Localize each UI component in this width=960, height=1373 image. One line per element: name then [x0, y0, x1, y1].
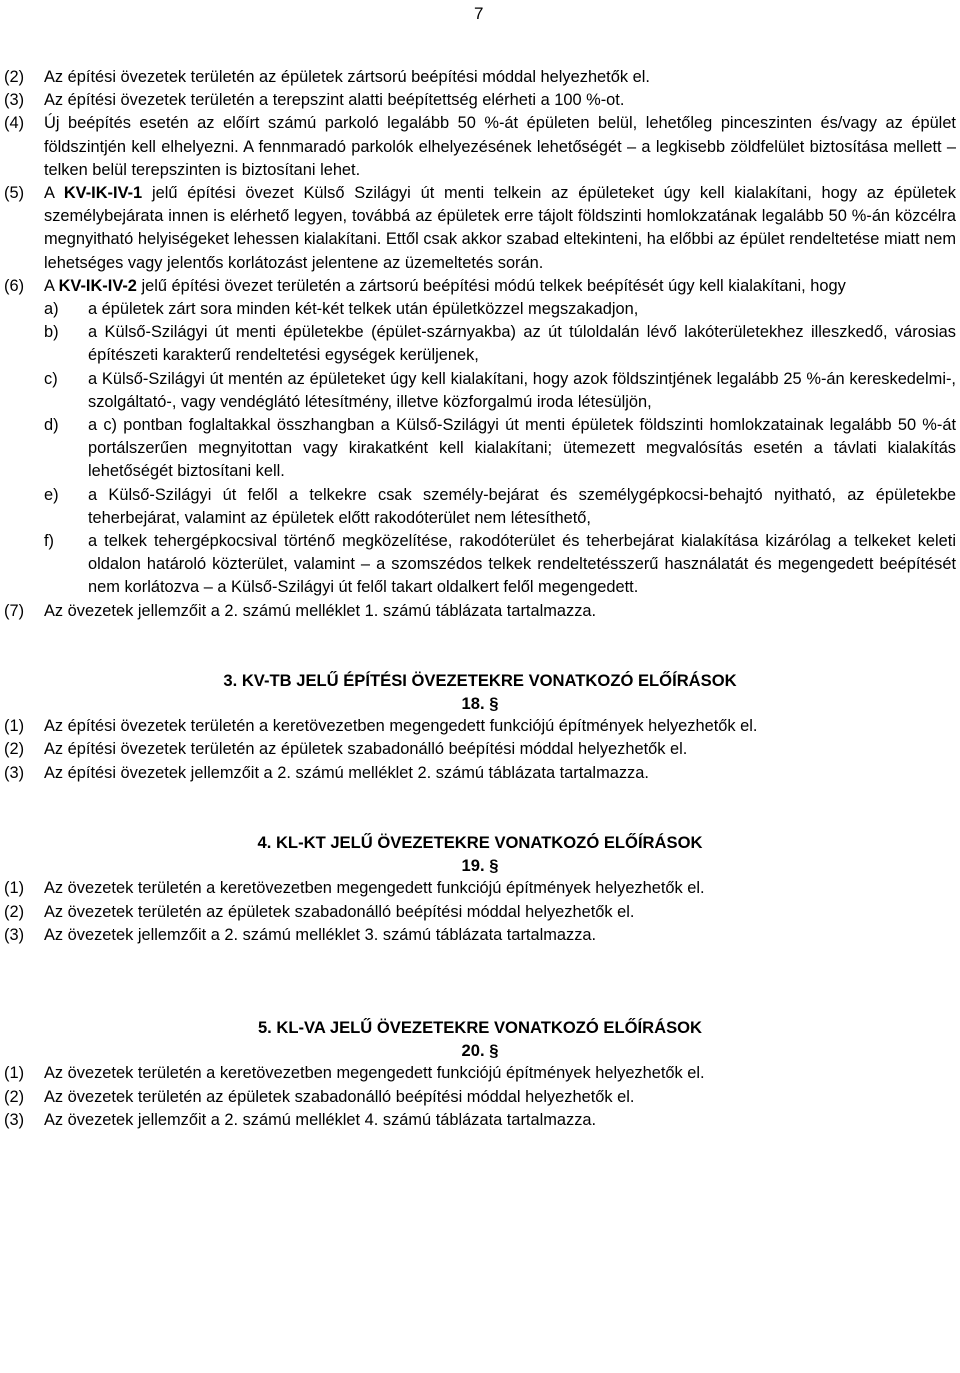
document-page: 7 (2) Az építési övezetek területén az épületek zártsorú beépítési móddal helyezhetők el. (3) Az építési övezetek területén a terepszint alatti beépítettség elérheti a 100 %-ot. (4) Új beépítés esetén az előírt számú parkoló legalább 50 %-át épületen belül, lehetőleg pinceszinten és/vagy az épület földszintjén kell elhelyezni. A fennmaradó parkolók elhelyezésének lehetőségét – a legkisebb zöldfelület biztosítása mellett – telken belül terepszinten is biztosítani lehet. (5) A KV-IK-IV-1 jelű építési övezet Külső Szilágyi út menti telkein az épületeket úgy kell kialakítani, hogy az épületek személybejárata innen is elérhető legyen, továbbá az épületek erre tájolt földszinti homlokzatának legalább 50 %-án közcélra megnyitható helyiségeket lehessen kialakítani. Ettől csak akkor szabad eltekinteni, ha előbbi az épület rendeltetése miatt nem lehetséges vagy jelentős korlátozást jelentene az üzemeltetés során. (6) A KV-IK-IV-2 jelű építési övezet területén a zártsorú beépítési módú telkek beépítését úgy kell kialakítani, hogy a) a épületek zárt sora minden két-két telkek után épületközzel megszakadjon, b) a Külső-Szilágyi út menti épületekbe (épület-szárnyakba) az út túloldalán lévő lakóterületekhez illeszkedő, városias építészeti karakterű rendeltetési egységek kerüljenek, c) a Külső-Szilágyi út mentén az épületeket úgy kell kialakítani, hogy azok földszintjének legalább 25 %-án kereskedelmi-, szolgáltató-, vagy vendéglátó létesítmény, illetve közforgalmú iroda létesüljön, d) a c) pontban foglaltakkal összhangban a Külső-Szilágyi út menti épületek földszinti homlokzatainak legalább 50 %-át portálszerűen megnyitottan vagy kirakatként kell kialakítani; ütemezett megvalósítás esetén a távlati kialakítás lehetőségét biztosítani kell. e) a Külső-Szilágyi út felől a telkekre csak személy-bejárat és személygépkocsi-behajtó nyitható, az épületekbe teherbejárat, valamint az épületek előtt rakodóterület nem létesíthető, f) a telkek tehergépkocsival történő megközelítése, rakodóterület és teherbejárat kialakítása kizárólag a telkeket keleti oldalon határoló közterület, valamint – a szomszédos telkek rendeltetésszerű használatát és megengedett beépítését nem korlátozva – a Külső-Szilágyi út felől takart oldalkert felől megengedett. (7) Az övezetek jellemzőit a 2. számú melléklet 1. számú táblázata tartalmazza. 3. KV-TB JELŰ ÉPÍTÉSI ÖVEZETEKRE VONATKOZÓ ELŐÍRÁSOK 18. § (1) Az építési övezetek területén a keretövezetben megengedett funkciójú építmények helyezhetők el. (2) Az építési övezetek területén az épületek szabadonálló beépítési móddal helyezhetők el. (3) Az építési övezetek jellemzőit a 2. számú melléklet 2. számú táblázata tartalmazza. 4. KL-KT JELŰ ÖVEZETEKRE VONATKOZÓ ELŐÍRÁSOK 19. § (1) Az övezetek területén a keretövezetben megengedett funkciójú építmények helyezhetők el. (2) Az övezetek területén az épületek szabadonálló beépítési móddal helyezhetők el. (3) Az övezetek jellemzőit a 2. számú melléklet 3. számú táblázata tartalmazza. 5. KL-VA JELŰ ÖVEZETEKRE VONATKOZÓ ELŐÍRÁSOK 20. § (1) Az övezetek területén a keretövezetben megengedett funkciójú építmények helyezhetők el. (2) Az övezetek területén az épületek szabadonálló beépítési móddal helyezhetők el. (3) Az övezetek jellemzőit a 2. számú melléklet 4. számú táblázata tartalmazza.: [0, 0, 960, 1373]
paragraph-rest: jelű építési övezet Külső Szilágyi út menti telkein az épületeket úgy kell kialakítani, hogy az épületek személybejárata innen is elérhető legyen, továbbá az épületek erre tájolt földszinti homlokzatának legalább 50 %-án közcélra megnyitható helyiségeket lehessen kialakítani. Ettől csak akkor szabad eltekinteni, ha előbbi az épület rendeltetése miatt nem lehetséges vagy jelentős korlátozást jelentene az üzemeltetés során.: [44, 184, 956, 272]
paragraph-number: (1): [4, 1064, 25, 1083]
sub-item: [44, 298, 956, 321]
sub-item-text: a telkek tehergépkocsival történő megközelítése, rakodóterület és teherbejárat kialakítása kizárólag a telkeket keleti oldalon határoló közterület, valamint – a szomszédos telkek rendeltetésszerű használatát és megengedett beépítését nem korlátozva – a Külső-Szilágyi út felől takart oldalkert felől megengedett.: [88, 532, 956, 597]
sub-item-text: a c) pontban foglaltakkal összhangban a Külső-Szilágyi út menti épületek földszinti homlokzatainak legalább 50 %-át portálszerűen megnyitottan vagy kirakatként kell kialakítani; ütemezett megvalósítás esetén a távlati kialakítás lehetőségét biztosítani kell.: [88, 416, 956, 481]
paragraph: [4, 112, 956, 182]
paragraph-text: Az építési övezetek területén a keretövezetben megengedett funkciójú építmények helyezhetők el.: [44, 717, 758, 736]
spacer: [4, 993, 956, 1016]
section-number: 19. §: [461, 856, 499, 876]
paragraph-text: Az övezetek jellemzőit a 2. számú melléklet 4. számú táblázata tartalmazza.: [44, 1110, 597, 1129]
sub-item-label: d): [44, 416, 59, 435]
sub-item: [44, 414, 956, 484]
paragraph-number: (3): [4, 763, 25, 782]
paragraph-rest: jelű építési övezet területén a zártsorú beépítési módú telkek beépítését úgy kell kialakítani, hogy: [136, 276, 846, 295]
paragraph-text: Az építési övezetek területén a terepszint alatti beépítettség elérheti a 100 %-ot.: [44, 91, 625, 110]
paragraph: [4, 877, 956, 900]
spacer: [4, 785, 956, 831]
spacer: [4, 623, 956, 669]
paragraph-prefix: A: [44, 276, 59, 295]
paragraph: [4, 901, 956, 924]
paragraph-number: (4): [4, 114, 25, 133]
sub-item-text: a Külső-Szilágyi út felől a telkekre csak személy-bejárat és személygépkocsi-behajtó nyitható, az épületekbe teherbejárat, valamint az épületek előtt rakodóterület nem létesíthető,: [88, 485, 956, 527]
paragraph: [4, 600, 956, 623]
paragraph-text: Az övezetek területén a keretövezetben megengedett funkciójú építmények helyezhetők el.: [44, 1064, 705, 1083]
sub-item: [44, 321, 956, 367]
paragraph: [4, 182, 956, 275]
paragraph-number: (1): [4, 717, 25, 736]
zone-code: KV-IK-IV-2: [58, 276, 137, 295]
paragraph: [4, 1109, 956, 1132]
sub-item-label: c): [44, 369, 58, 388]
sub-item-label: f): [44, 532, 55, 551]
paragraph: [4, 66, 956, 89]
sub-item-text: a Külső-Szilágyi út menti épületekbe (épület-szárnyakba) az út túloldalán lévő lakóterületekhez illeszkedő, városias építészeti karakterű rendeltetési egységek kerüljenek,: [88, 323, 956, 365]
paragraph-number: (1): [4, 879, 25, 898]
paragraph-number: (2): [4, 68, 25, 86]
paragraph-number: (2): [4, 740, 25, 759]
paragraph-text: Új beépítés esetén az előírt számú parkoló legalább 50 %-át épületen belül, lehetőleg pinceszinten és/vagy az épület földszintjén kell elhelyezni. A fennmaradó parkolók elhelyezésének lehetőségét – a legkisebb zöldfelület biztosítása mellett – telken belül terepszinten is biztosítani lehet.: [44, 114, 956, 179]
paragraph-number: (2): [4, 1087, 25, 1106]
paragraph-number: (7): [4, 601, 25, 620]
paragraph-text: [44, 182, 956, 275]
paragraph: [4, 762, 956, 785]
zone-code: KV-IK-IV-1: [63, 184, 143, 203]
chapter-heading: 3. KV-TB JELŰ ÉPÍTÉSI ÖVEZETEKRE VONATKOZÓ ELŐÍRÁSOK: [223, 670, 737, 690]
paragraph: [4, 1062, 956, 1085]
paragraph-text: Az övezetek területén az épületek szabadonálló beépítési móddal helyezhetők el.: [44, 902, 635, 921]
paragraph: [4, 89, 956, 112]
paragraph-number: (3): [4, 1110, 25, 1129]
paragraph-prefix: A: [44, 184, 64, 203]
sub-item-label: e): [44, 485, 59, 504]
sub-item: [44, 530, 956, 600]
paragraph: [4, 1086, 956, 1109]
sub-item-text: a épületek zárt sora minden két-két telkek után épületközzel megszakadjon,: [88, 300, 639, 319]
paragraph-text: Az építési övezetek területén az épületek szabadonálló beépítési móddal helyezhetők el.: [44, 740, 688, 759]
sub-item: [44, 368, 956, 414]
paragraph-text: Az övezetek területén a keretövezetben megengedett funkciójú építmények helyezhetők el.: [44, 879, 705, 898]
section-number: 18. §: [461, 694, 499, 714]
spacer: [4, 947, 956, 993]
paragraph: [4, 738, 956, 761]
chapter-heading: 5. KL-VA JELŰ ÖVEZETEKRE VONATKOZÓ ELŐÍRÁSOK: [257, 1017, 703, 1037]
chapter-heading: 4. KL-KT JELŰ ÖVEZETEKRE VONATKOZÓ ELŐÍRÁSOK: [257, 832, 703, 852]
document-body: [4, 66, 956, 1132]
paragraph-text: Az övezetek területén az épületek szabadonálló beépítési móddal helyezhetők el.: [44, 1087, 635, 1106]
paragraph-text: [44, 275, 956, 298]
sub-item-label: b): [44, 323, 59, 342]
paragraph-text: Az övezetek jellemzőit a 2. számú melléklet 3. számú táblázata tartalmazza.: [44, 925, 597, 944]
sub-item-label: a): [44, 300, 59, 319]
paragraph-number: (3): [4, 91, 25, 110]
paragraph: [4, 715, 956, 738]
paragraph-number: (6): [4, 276, 25, 295]
paragraph-number: (2): [4, 902, 25, 921]
paragraph-text: Az építési övezetek jellemzőit a 2. számú melléklet 2. számú táblázata tartalmazza.: [44, 763, 649, 782]
sub-item-text: a Külső-Szilágyi út mentén az épületeket úgy kell kialakítani, hogy azok földszintjének legalább 25 %-án kereskedelmi-, szolgáltató-, vagy vendéglátó létesítmény, illetve közforgalmú iroda létesüljön,: [88, 369, 956, 411]
paragraph-text: Az építési övezetek területén az épületek zártsorú beépítési móddal helyezhetők el.: [44, 68, 650, 86]
paragraph-number: (5): [4, 184, 25, 203]
paragraph: [4, 275, 956, 298]
paragraph: [4, 924, 956, 947]
section-number: 20. §: [461, 1041, 499, 1061]
sub-item: [44, 484, 956, 530]
paragraph-text: Az övezetek jellemzőit a 2. számú melléklet 1. számú táblázata tartalmazza.: [44, 601, 597, 620]
paragraph-number: (3): [4, 925, 25, 944]
